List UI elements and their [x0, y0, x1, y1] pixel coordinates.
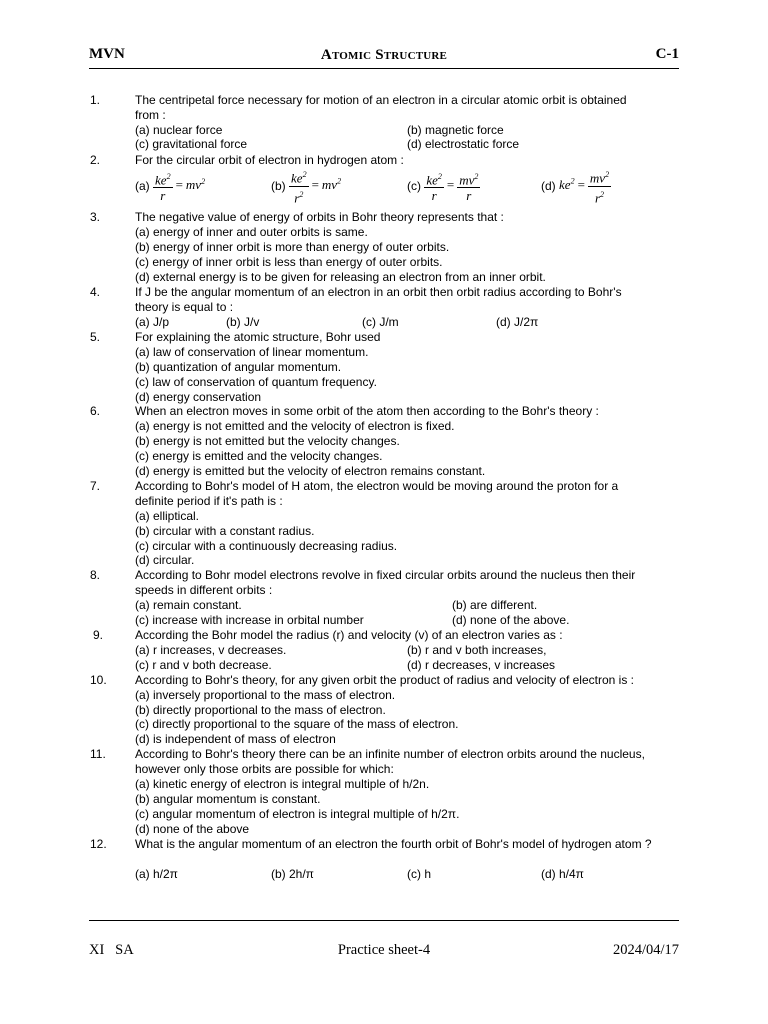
q4-text-2: theory is equal to : — [135, 300, 234, 314]
q6-option-c: (c) energy is emitted and the velocity changes. — [135, 449, 383, 463]
q2-number: 2. — [90, 153, 101, 167]
q5-option-d: (d) energy conservation — [135, 390, 262, 404]
q12-option-a: (a) h/2π — [135, 867, 178, 881]
q8-option-c: (c) increase with increase in orbital number — [135, 613, 364, 627]
q9-option-c: (c) r and v both decrease. — [135, 658, 272, 672]
header-left: MVN — [89, 46, 125, 62]
q11-text: According to Bohr's theory there can be an infinite number of electron orbits around the nucleus, — [135, 747, 645, 761]
q2-option-a: (a) $\frac{ke^2}{r}$ = $mv^2$ — [135, 167, 205, 205]
q2-option-d: (d) $ke^2$ = $\frac{mv^2}{r^2}$ — [541, 167, 611, 205]
q9-option-d: (d) r decreases, v increases — [407, 658, 556, 672]
q4-option-d: (d) J/2π — [496, 315, 539, 329]
q7-option-b: (b) circular with a constant radius. — [135, 524, 315, 538]
q6-option-d: (d) energy is emitted but the velocity of electron remains constant. — [135, 464, 486, 478]
q10-option-c: (c) directly proportional to the square of the mass of electron. — [135, 717, 459, 731]
q7-option-d: (d) circular. — [135, 553, 195, 567]
q2-option-b: (b) $\frac{ke^2}{r^2}$ = $mv^2$ — [271, 167, 341, 205]
q6-option-a: (a) energy is not emitted and the velocity of electron is fixed. — [135, 419, 455, 433]
q3-option-b: (b) energy of inner orbit is more than energy of outer orbits. — [135, 240, 450, 254]
q10-option-b: (b) directly proportional to the mass of electron. — [135, 703, 386, 717]
equation-a: $\frac{ke^2}{r}$ = $mv^2$ — [153, 169, 205, 203]
q3-option-c: (c) energy of inner orbit is less than energy of outer orbits. — [135, 255, 443, 269]
q11-option-d: (d) none of the above — [135, 822, 250, 836]
q7-text-2: definite period if it's path is : — [135, 494, 283, 508]
q5-option-c: (c) law of conservation of quantum frequency. — [135, 375, 377, 389]
q1-option-b: (b) magnetic force — [407, 123, 504, 137]
q2-text: For the circular orbit of electron in hydrogen atom : — [135, 153, 404, 167]
q3-option-d: (d) external energy is to be given for releasing an electron from an inner orbit. — [135, 270, 546, 284]
footer-sheet-title: Practice sheet-4 — [337, 942, 431, 958]
q12-option-d: (d) h/4π — [541, 867, 584, 881]
header-page-code: C-1 — [655, 46, 679, 62]
q12-number: 12. — [90, 837, 107, 851]
q11-option-b: (b) angular momentum is constant. — [135, 792, 321, 806]
footer-class: XI SA — [89, 942, 134, 958]
q2-option-c: (c) $\frac{ke^2}{r}$ = $\frac{mv^2}{r}$ — [407, 167, 480, 205]
q8-option-a: (a) remain constant. — [135, 598, 242, 612]
header-title: Atomic Structure — [320, 47, 448, 63]
q1-text: The centripetal force necessary for motion of an electron in a circular atomic orbit is obtained — [135, 93, 627, 107]
q1-option-a: (a) nuclear force — [135, 123, 223, 137]
q5-option-a: (a) law of conservation of linear momentum. — [135, 345, 369, 359]
q9-option-a: (a) r increases, v decreases. — [135, 643, 287, 657]
q8-option-d: (d) none of the above. — [452, 613, 570, 627]
q4-option-b: (b) J/v — [226, 315, 260, 329]
q6-number: 6. — [90, 404, 101, 418]
q4-number: 4. — [90, 285, 101, 299]
q8-text: According to Bohr model electrons revolve in fixed circular orbits around the nucleus then their — [135, 568, 636, 582]
q11-text-2: however only those orbits are possible for which: — [135, 762, 394, 776]
q3-number: 3. — [90, 210, 101, 224]
q10-number: 10. — [90, 673, 107, 687]
q3-text: The negative value of energy of orbits in Bohr theory represents that : — [135, 210, 504, 224]
q9-option-b: (b) r and v both increases, — [407, 643, 547, 657]
q12-option-c: (c) h — [407, 867, 431, 881]
page-footer — [89, 942, 679, 962]
q7-number: 7. — [90, 479, 101, 493]
q7-option-a: (a) elliptical. — [135, 509, 200, 523]
q8-option-b: (b) are different. — [452, 598, 538, 612]
q4-text: If J be the angular momentum of an electron in an orbit then orbit radius according to Bohr's — [135, 285, 622, 299]
q1-option-d: (d) electrostatic force — [407, 137, 520, 151]
q4-option-a: (a) J/p — [135, 315, 170, 329]
footer-date: 2024/04/17 — [612, 942, 679, 958]
q9-number: 9. — [93, 628, 104, 642]
q5-option-b: (b) quantization of angular momentum. — [135, 360, 342, 374]
q11-option-c: (c) angular momentum of electron is integral multiple of h/2π. — [135, 807, 460, 821]
q12-text: What is the angular momentum of an electron the fourth orbit of Bohr's model of hydrogen atom ? — [135, 837, 652, 851]
q11-option-a: (a) kinetic energy of electron is integral multiple of h/2n. — [135, 777, 430, 791]
q1-option-c: (c) gravitational force — [135, 137, 248, 151]
q7-text: According to Bohr's model of H atom, the electron would be moving around the proton for a — [135, 479, 619, 493]
q5-number: 5. — [90, 330, 101, 344]
q5-text: For explaining the atomic structure, Bohr used — [135, 330, 381, 344]
q12-option-b: (b) 2h/π — [271, 867, 314, 881]
q1-text-2: from : — [135, 108, 166, 122]
q4-option-c: (c) J/m — [362, 315, 399, 329]
equation-d: $ke^2$ = $\frac{mv^2}{r^2}$ — [559, 167, 611, 205]
equation-c: $\frac{ke^2}{r}$ = $\frac{mv^2}{r}$ — [424, 169, 480, 203]
q10-text: According to Bohr's theory, for any given orbit the product of radius and velocity of electron is : — [135, 673, 634, 687]
q10-option-a: (a) inversely proportional to the mass of electron. — [135, 688, 396, 702]
q9-text: According the Bohr model the radius (r) and velocity (v) of an electron varies as : — [135, 628, 563, 642]
q6-text: When an electron moves in some orbit of the atom then according to the Bohr's theory : — [135, 404, 599, 418]
equation-b: $\frac{ke^2}{r^2}$ = $mv^2$ — [289, 167, 341, 205]
q7-option-c: (c) circular with a continuously decreasing radius. — [135, 539, 398, 553]
q6-option-b: (b) energy is not emitted but the velocity changes. — [135, 434, 400, 448]
footer-rule — [89, 920, 679, 921]
q8-number: 8. — [90, 568, 101, 582]
q1-number: 1. — [90, 93, 101, 107]
q8-text-2: speeds in different orbits : — [135, 583, 273, 597]
q10-option-d: (d) is independent of mass of electron — [135, 732, 336, 746]
q11-number: 11. — [90, 747, 106, 761]
q3-option-a: (a) energy of inner and outer orbits is same. — [135, 225, 368, 239]
